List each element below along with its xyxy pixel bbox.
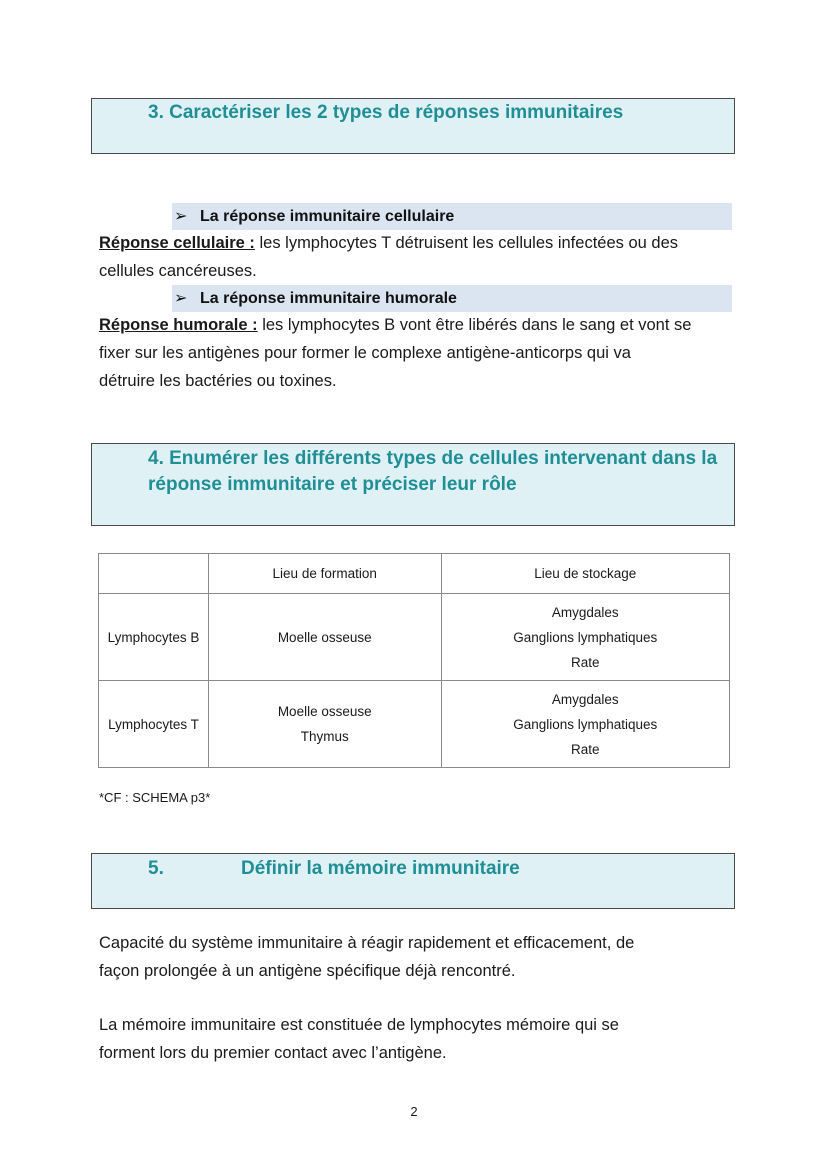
memory-composition-line-2: forment lors du premier contact avec l’antigène. [99, 1044, 447, 1062]
humoral-response-heading [172, 285, 732, 312]
formation-item: Moelle osseuse [277, 704, 372, 719]
storage-item: Ganglions lymphatiques [513, 629, 658, 645]
cellular-response-heading [172, 203, 732, 230]
table-row-cell-type: Lymphocytes B [99, 594, 209, 681]
memory-definition-line-2: façon prolongée à un antigène spécifique déjà rencontré. [99, 962, 516, 980]
memory-composition-line-1: La mémoire immunitaire est constituée de lymphocytes mémoire qui se [99, 1016, 619, 1034]
storage-item: Rate [570, 741, 600, 757]
cellular-response-lead: Réponse cellulaire : [99, 234, 255, 252]
table-row-storage [441, 594, 730, 681]
schema-note: *CF : SCHEMA p3* [99, 790, 211, 805]
cellular-response-paragraph [99, 229, 739, 285]
memory-definition-paragraph [99, 929, 739, 985]
section-4-title-line-2: réponse immunitaire et préciser leur rôle [148, 474, 517, 495]
arrow-bullet-icon: ➢ [174, 290, 188, 307]
humoral-response-text-1: les lymphocytes B vont être libérés dans le sang et vont se [257, 316, 692, 334]
storage-item: Ganglions lymphatiques [513, 716, 658, 732]
formation-item: Thymus [300, 729, 349, 744]
page-number: 2 [410, 1104, 418, 1119]
arrow-bullet-icon: ➢ [174, 208, 188, 225]
section-5-title: Définir la mémoire immunitaire [241, 858, 520, 879]
cellular-response-text-2: cellules cancéreuses. [99, 262, 257, 280]
cellular-response-text-1: les lymphocytes T détruisent les cellules infectées ou des [254, 234, 679, 252]
humoral-response-text-3: détruire les bactéries ou toxines. [99, 372, 337, 390]
table-row-formation [208, 681, 441, 768]
table-row-cell-type: Lymphocytes T [99, 681, 209, 768]
table-header-row [99, 554, 730, 594]
cellular-response-heading-text: La réponse immunitaire cellulaire [200, 208, 455, 225]
humoral-response-text-2: fixer sur les antigènes pour former le complexe antigène-anticorps qui va [99, 344, 631, 362]
memory-definition-line-1: Capacité du système immunitaire à réagir rapidement et efficacement, de [99, 934, 635, 952]
humoral-response-lead: Réponse humorale : [99, 316, 258, 334]
section-3-title: 3. Caractériser les 2 types de réponses immunitaires [148, 102, 624, 123]
section-5-number: 5. [148, 858, 164, 879]
table-header-empty [99, 554, 209, 594]
table-header-formation: Lieu de formation [208, 554, 441, 594]
section-4-title-line-1: 4. Enumérer les différents types de cellules intervenant dans la [148, 448, 718, 469]
table-row [99, 681, 730, 768]
table-row-formation [208, 594, 441, 681]
cell-types-table [98, 553, 730, 768]
formation-item: Moelle osseuse [277, 629, 372, 645]
storage-item: Amygdales [551, 691, 619, 707]
humoral-response-heading-text: La réponse immunitaire humorale [200, 290, 457, 307]
memory-composition-paragraph [99, 1011, 739, 1067]
table-header-storage: Lieu de stockage [441, 554, 730, 594]
storage-item: Amygdales [551, 604, 619, 620]
table-row [99, 594, 730, 681]
humoral-response-paragraph [99, 311, 739, 395]
section-4-title [148, 446, 717, 498]
storage-item: Rate [570, 654, 600, 670]
table-row-storage [441, 681, 730, 768]
